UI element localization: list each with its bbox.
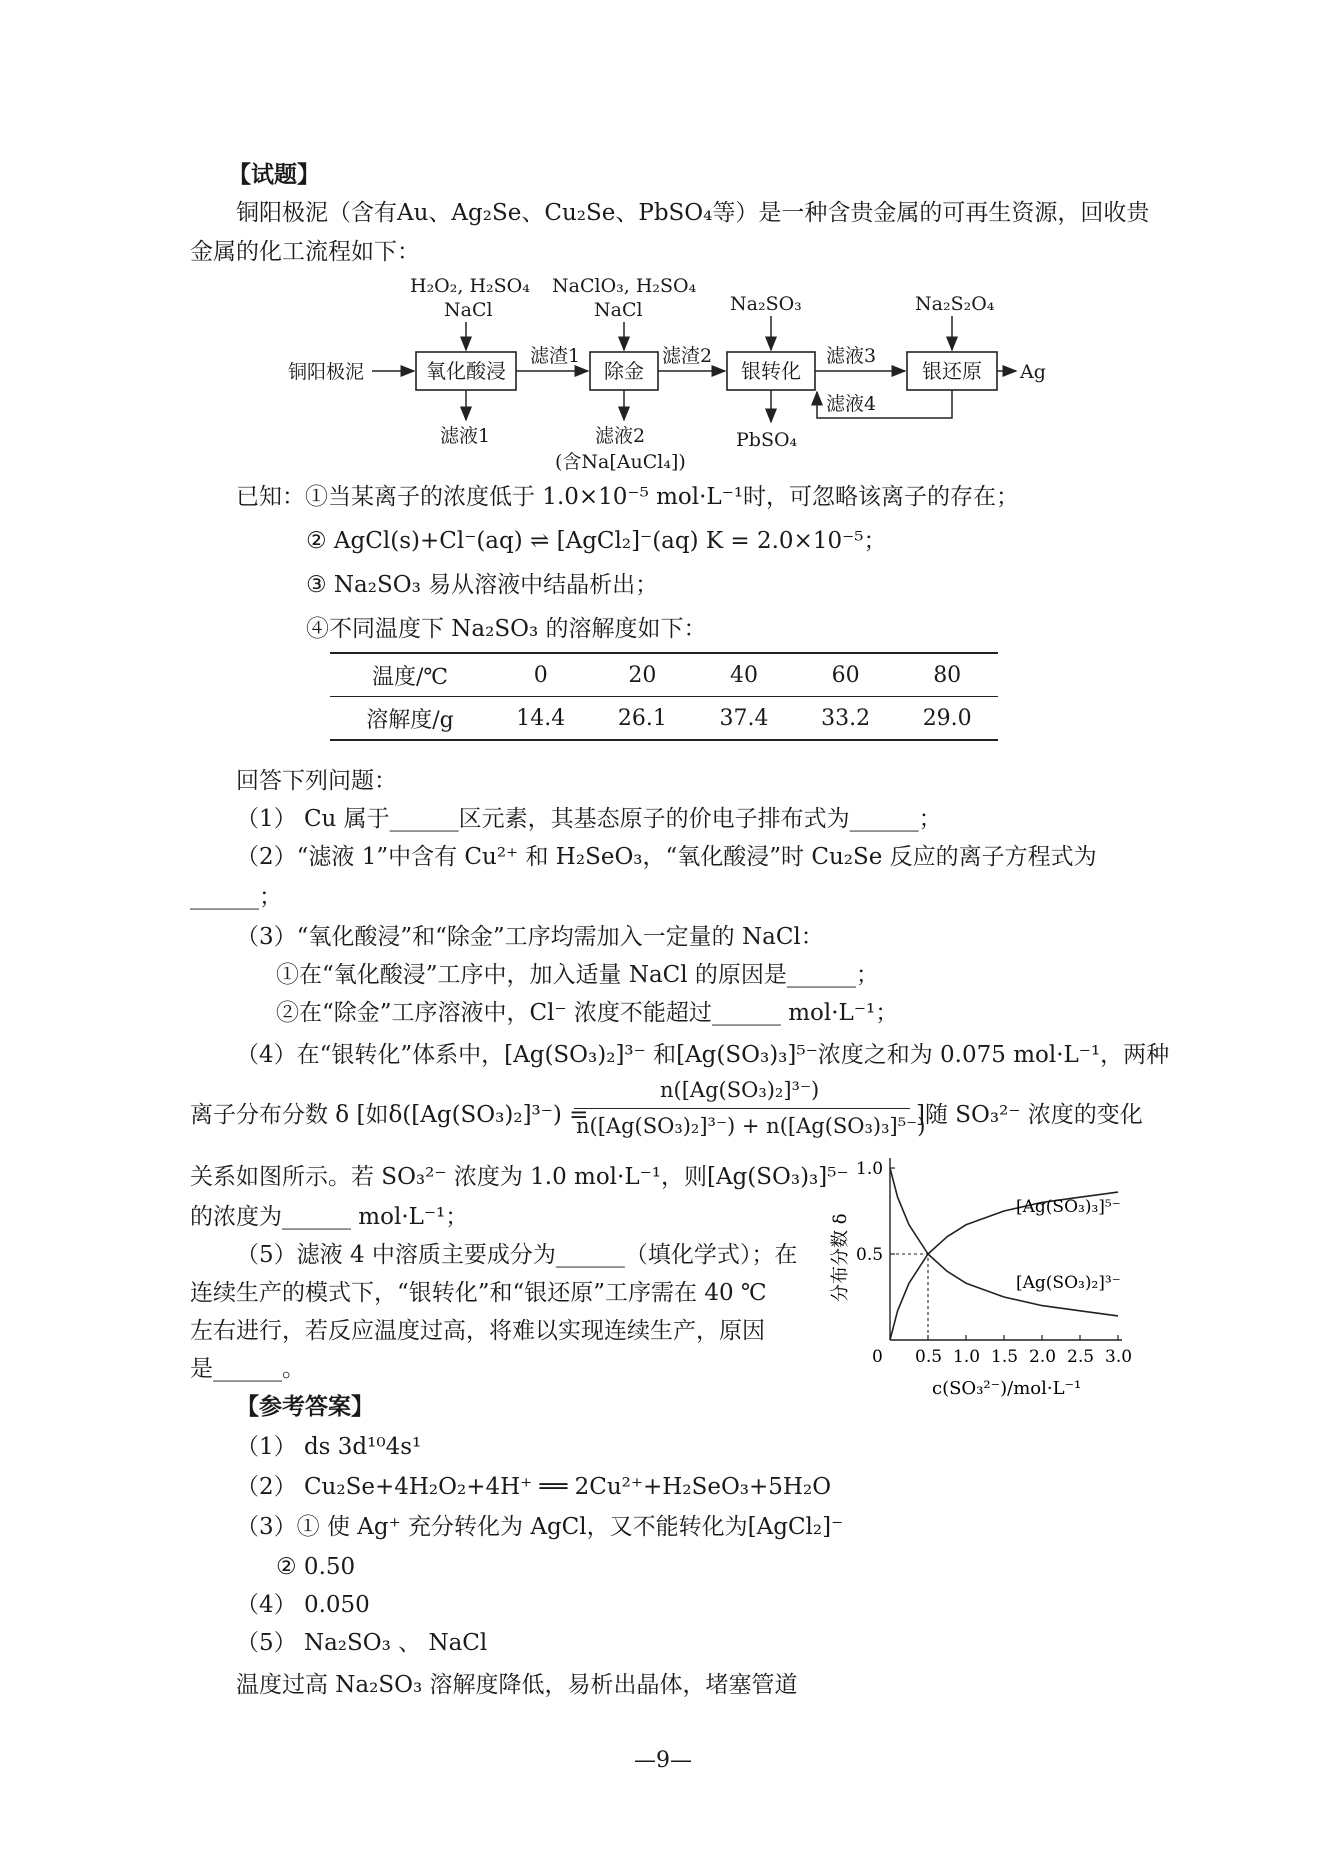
question-4a: （4）在“银转化”体系中，[Ag(SO₃)₂]³⁻ 和[Ag(SO₃)₃]⁵⁻浓度之和为 0.075 mol·L⁻¹，两种 — [236, 1042, 1170, 1068]
intro-line-1: 铜阳极泥（含有Au、Ag₂Se、Cu₂Se、PbSO₄等）是一种含贵金属的可再生资源，回收贵 — [236, 200, 1150, 226]
section-title: 【试题】 — [228, 161, 320, 188]
reagent3: Na₂SO₃ — [730, 293, 802, 315]
table-cell: 33.2 — [795, 697, 897, 741]
question-4c: 关系如图所示。若 SO₃²⁻ 浓度为 1.0 mol·L⁻¹，则[Ag(SO₃)₃]⁵⁻ — [190, 1164, 849, 1190]
x-tick-label: 2.0 — [1029, 1347, 1057, 1367]
arrow3-label: 滤液3 — [826, 345, 877, 367]
table-cell: 80 — [896, 653, 998, 697]
step1-label: 氧化酸浸 — [426, 359, 506, 383]
legend-series-2: [Ag(SO₃)₂]³⁻ — [1016, 1273, 1121, 1293]
start-material: 铜阳极泥 — [288, 361, 365, 383]
intro-line-2: 金属的化工流程如下： — [190, 239, 420, 265]
answer-2: （2） Cu₂Se+4H₂O₂+4H⁺ ══ 2Cu²⁺+H₂SeO₃+5H₂O — [236, 1474, 832, 1500]
question-5b: 连续生产的模式下，“银转化”和“银还原”工序需在 40 ℃ — [190, 1280, 767, 1306]
x-axis-label: c(SO₃²⁻)/mol·L⁻¹ — [932, 1378, 1082, 1399]
fraction-bar — [574, 1108, 910, 1109]
distribution-fraction-chart — [820, 1150, 1150, 1415]
x-tick-label: 3.0 — [1105, 1347, 1133, 1367]
reagent1-line2: NaCl — [444, 299, 493, 321]
output3: PbSO₄ — [736, 429, 798, 451]
legend-series-1: [Ag(SO₃)₃]⁵⁻ — [1016, 1197, 1121, 1217]
table-cell: 20 — [592, 653, 694, 697]
answer-4: （4） 0.050 — [236, 1592, 370, 1618]
table-cell: 37.4 — [693, 697, 795, 741]
table-cell: 40 — [693, 653, 795, 697]
page-number: —9— — [634, 1748, 692, 1773]
output2: 滤液2 — [595, 425, 646, 447]
process-flow-diagram — [0, 265, 1323, 480]
question-1: （1） Cu 属于______区元素，其基态原子的价电子排布式为______； — [236, 806, 942, 832]
table-cell: 26.1 — [592, 697, 694, 741]
step3-label: 银转化 — [741, 359, 801, 383]
arrow2-label: 滤渣2 — [662, 345, 713, 367]
x-tick-label: 2.5 — [1067, 1347, 1095, 1367]
question-2a: （2）“滤液 1”中含有 Cu²⁺ 和 H₂SeO₃，“氧化酸浸”时 Cu₂Se 反应的离子方程式为 — [236, 844, 1097, 870]
x-tick-label: 0.5 — [915, 1347, 943, 1367]
arrow1-label: 滤渣1 — [530, 345, 581, 367]
table-cell: 0 — [490, 653, 592, 697]
step4-label: 银还原 — [922, 359, 982, 383]
recycle-label: 滤液4 — [826, 393, 877, 415]
question-5a: （5）滤液 4 中溶质主要成分为______（填化学式）；在 — [236, 1242, 798, 1268]
questions-lead: 回答下列问题： — [236, 768, 397, 794]
answer-1: （1） ds 3d¹⁰4s¹ — [236, 1434, 422, 1460]
output2-note: (含Na[AuCl₄]) — [555, 451, 686, 473]
product-label: Ag — [1020, 361, 1046, 383]
origin-label: 0 — [872, 1347, 883, 1367]
step2-label: 除金 — [604, 359, 644, 383]
question-3: （3）“氧化酸浸”和“除金”工序均需加入一定量的 NaCl： — [236, 924, 824, 950]
known-4: ④不同温度下 Na₂SO₃ 的溶解度如下： — [306, 616, 707, 642]
table-row-temperature — [330, 653, 998, 697]
table-header-solubility: 溶解度/g — [330, 697, 490, 741]
table-cell: 14.4 — [490, 697, 592, 741]
x-tick-label: 1.5 — [991, 1347, 1019, 1367]
reagent4: Na₂S₂O₄ — [915, 293, 995, 315]
solubility-table — [330, 652, 998, 741]
series-line-2 — [890, 1168, 1118, 1316]
known-3: ③ Na₂SO₃ 易从溶液中结晶析出； — [306, 572, 659, 598]
fraction-denominator: n([Ag(SO₃)₂]³⁻) + n([Ag(SO₃)₃]⁵⁻) — [576, 1114, 926, 1138]
answer-5a: （5） Na₂SO₃ 、 NaCl — [236, 1630, 488, 1656]
question-5c: 左右进行，若反应温度过高，将难以实现连续生产，原因 — [190, 1318, 765, 1344]
y-tick-label: 1.0 — [856, 1159, 884, 1179]
question-4b-right: ]随 SO₃²⁻ 浓度的变化 — [916, 1102, 1143, 1128]
fraction-numerator: n([Ag(SO₃)₂]³⁻) — [660, 1078, 820, 1102]
known-2: ② AgCl(s)+Cl⁻(aq) ⇌ [AgCl₂]⁻(aq) K = 2.0×10⁻⁵； — [306, 528, 887, 554]
question-3b: ②在“除金”工序溶液中，Cl⁻ 浓度不能超过______ mol·L⁻¹； — [276, 1000, 899, 1026]
answer-3a: （3）① 使 Ag⁺ 充分转化为 AgCl，又不能转化为[AgCl₂]⁻ — [236, 1514, 844, 1540]
y-axis-label: 分布分数 δ — [830, 1213, 851, 1302]
table-row-solubility — [330, 697, 998, 741]
table-cell: 29.0 — [896, 697, 998, 741]
reagent2-line1: NaClO₃, H₂SO₄ — [552, 275, 697, 297]
answer-5b: 温度过高 Na₂SO₃ 溶解度降低，易析出晶体，堵塞管道 — [236, 1672, 798, 1698]
dashed-guide — [890, 1254, 928, 1340]
question-5d: 是______。 — [190, 1356, 305, 1382]
y-tick-label: 0.5 — [856, 1245, 884, 1265]
question-4d: 的浓度为______ mol·L⁻¹； — [190, 1204, 469, 1230]
question-2b: ______； — [190, 884, 282, 910]
reagent2-line2: NaCl — [594, 299, 643, 321]
known-1: 已知：①当某离子的浓度低于 1.0×10⁻⁵ mol·L⁻¹时，可忽略该离子的存在； — [236, 484, 1020, 510]
answers-title: 【参考答案】 — [236, 1393, 374, 1420]
table-cell: 60 — [795, 653, 897, 697]
question-3a: ①在“氧化酸浸”工序中，加入适量 NaCl 的原因是______； — [276, 962, 879, 988]
reagent1-line1: H₂O₂, H₂SO₄ — [410, 275, 530, 297]
output1: 滤液1 — [440, 425, 491, 447]
x-tick-label: 1.0 — [953, 1347, 981, 1367]
question-4b-left: 离子分布分数 δ [如δ([Ag(SO₃)₂]³⁻) = — [190, 1102, 589, 1128]
table-header-temp: 温度/℃ — [330, 653, 490, 697]
answer-3b: ② 0.50 — [276, 1554, 356, 1580]
